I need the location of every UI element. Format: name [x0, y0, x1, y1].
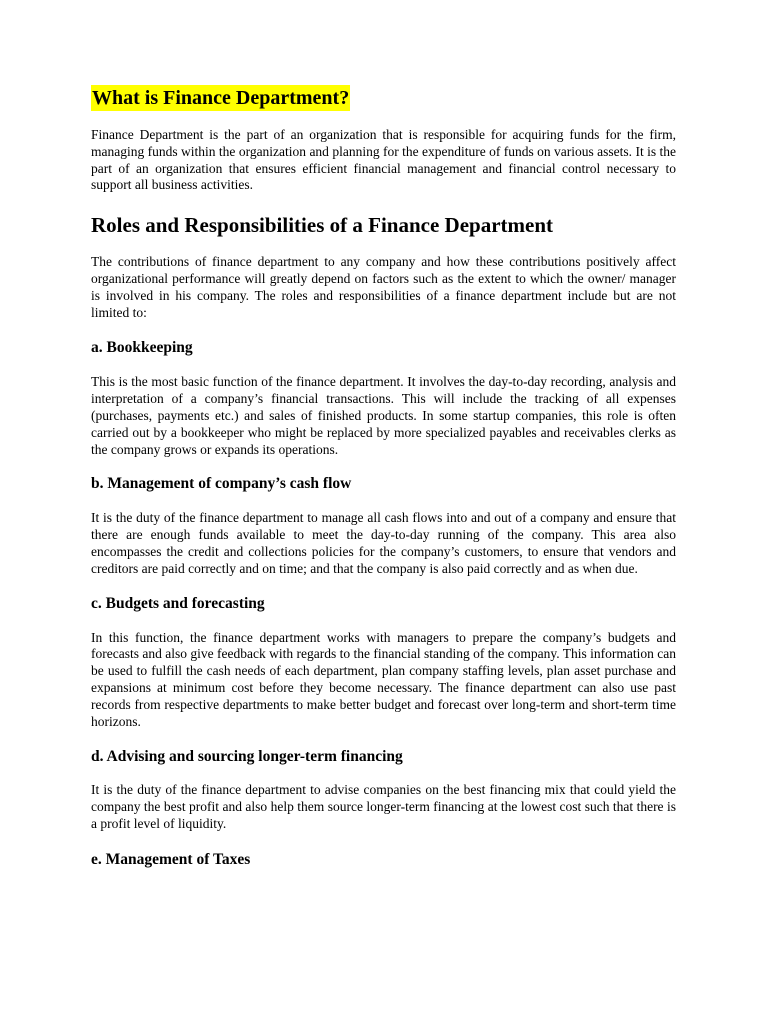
- roles-intro-paragraph: The contributions of finance department to any company and how these contributions positively affect organizational performance will greatly depend on factors such as the extent to which the owner/ manager is involved in his company. The roles and responsibilities of a finance department include but are not limited to:: [91, 254, 676, 320]
- section-heading-bookkeeping: a. Bookkeeping: [91, 339, 193, 357]
- page-title: What is Finance Department?: [92, 87, 350, 109]
- section-body-financing: It is the duty of the finance department to advise companies on the best financing mix that could yield the company the best profit and also help them source longer-term financing at the lowest cost such that there is a profit level of liquidity.: [91, 782, 676, 831]
- roles-heading: Roles and Responsibilities of a Finance Department: [91, 213, 553, 238]
- section-heading-budgets: c. Budgets and forecasting: [91, 594, 265, 612]
- section-body-cash-flow: It is the duty of the finance department to manage all cash flows into and out of a company and ensure that there are enough funds available to meet the day-to-day running of the company. This area also encompasses the credit and collections policies for the company’s customers, to ensure that vendors and creditors are paid correctly and on time; and that the company is also paid correctly and as when due.: [91, 510, 676, 576]
- intro-paragraph: Finance Department is the part of an organization that is responsible for acquiring funds for the firm, managing funds within the organization and planning for the expenditure of funds on various assets. It is the part of an organization that ensures efficient financial management and financial control necessary to support all business activities.: [91, 127, 676, 193]
- section-heading-taxes: e. Management of Taxes: [91, 850, 251, 868]
- document-body: [91, 85, 676, 870]
- section-heading-cash-flow: b. Management of company’s cash flow: [91, 475, 352, 493]
- section-heading-financing: d. Advising and sourcing longer-term financing: [91, 748, 403, 766]
- section-body-bookkeeping: This is the most basic function of the finance department. It involves the day-to-day recording, analysis and interpretation of a company’s financial transactions. This will include the tracking of all expenses (purchases, payments etc.) and sales of finished products. In some startup companies, this role is often carried out by a bookkeeper who might be replaced by more specialized payables and receivables clerks as the company grows or expands its operations.: [91, 374, 676, 457]
- section-body-budgets: In this function, the finance department works with managers to prepare the company’s budgets and forecasts and also give feedback with regards to the financial standing of the company. This information can be used to fulfill the cash needs of each department, plan company staffing levels, plan asset purchase and expansions at minimum cost before they become necessary. The finance department can also use past records from respective departments to make better budget and forecast over long-term and short-term time horizons.: [91, 629, 676, 729]
- title-wrapper: [91, 85, 676, 111]
